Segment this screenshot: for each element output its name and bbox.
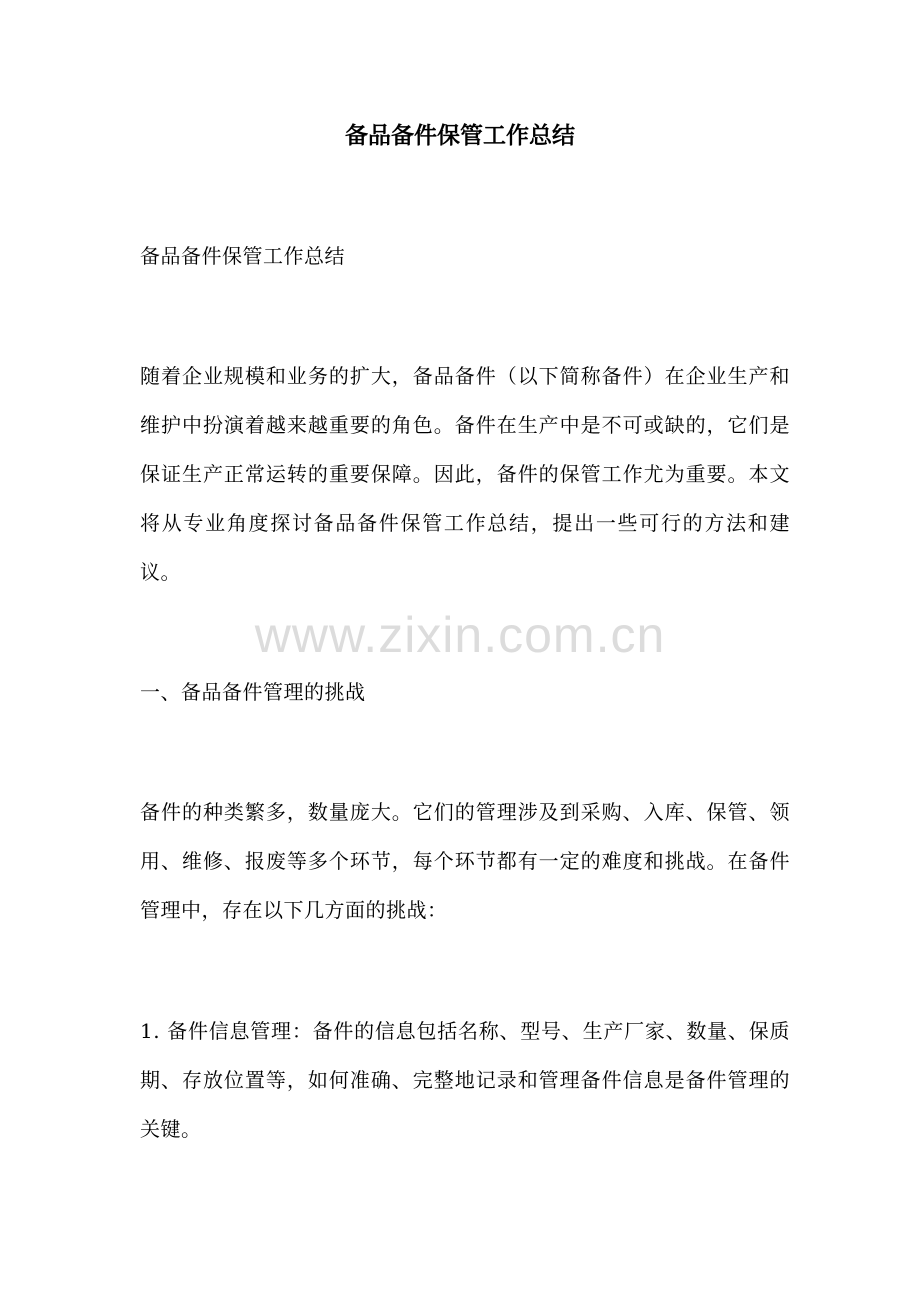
- document-title: 备品备件保管工作总结: [345, 122, 575, 149]
- list-item: 1. 备件信息管理：备件的信息包括名称、型号、生产厂家、数量、保质期、存放位置等，如何准确、完整地记录和管理备件信息是备件管理的关键。: [140, 1019, 790, 1141]
- watermark: www.zixin.com.cn: [254, 607, 666, 663]
- section-paragraph: 备件的种类繁多，数量庞大。它们的管理涉及到采购、入库、保管、领用、维修、报废等多个环节，每个环节都有一定的难度和挑战。在备件管理中，存在以下几方面的挑战：: [140, 800, 790, 922]
- document-subtitle: 备品备件保管工作总结: [140, 244, 345, 268]
- section-heading: 一、备品备件管理的挑战: [140, 680, 366, 704]
- intro-paragraph: 随着企业规模和业务的扩大，备品备件（以下简称备件）在企业生产和维护中扮演着越来越重要的角色。备件在生产中是不可或缺的，它们是保证生产正常运转的重要保障。因此，备件的保管工作尤为重要。本文将从专业角度探讨备品备件保管工作总结，提出一些可行的方法和建议。: [140, 364, 790, 584]
